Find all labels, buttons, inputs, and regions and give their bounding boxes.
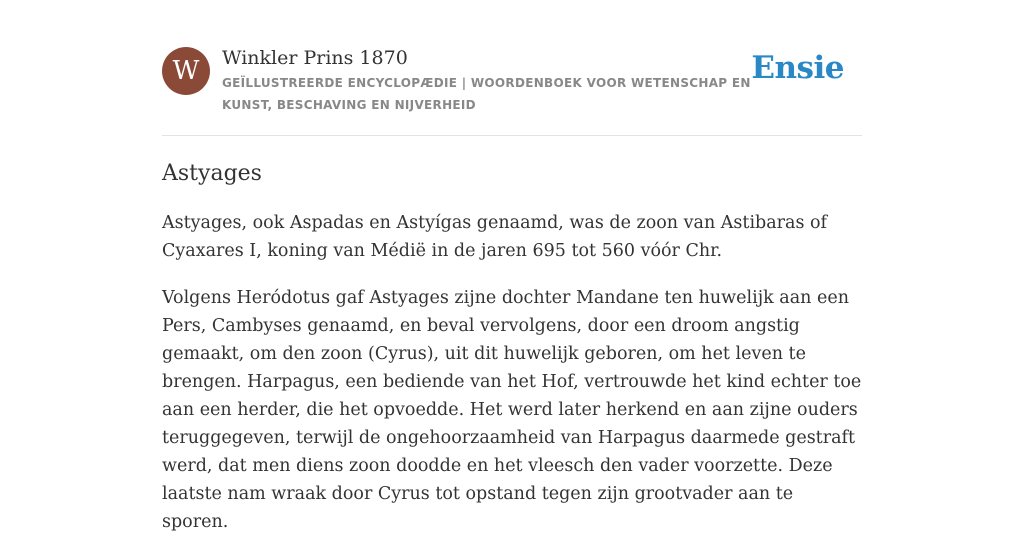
header-divider — [162, 135, 862, 136]
article-title: Astyages — [162, 161, 262, 186]
ensie-logo[interactable]: Ensie — [751, 50, 844, 86]
article — [162, 158, 862, 555]
source-title[interactable]: Winkler Prins 1870 — [222, 47, 408, 69]
source-header — [162, 46, 862, 126]
source-subtitle: GEÏLLUSTREERDE ENCYCLOPÆDIE | WOORDENBOEK VOOR WETENSCHAP EN KUNST, BESCHAVING EN NIJVERHEID — [222, 76, 751, 112]
article-paragraph: Volgens Heródotus gaf Astyages zijne dochter Mandane ten huwelijk aan een Pers, Cambyses genaamd, en beval vervolgens, door een droom angstig gemaakt, om den zoon (Cyrus), uit dit huwelijk geboren, om het leven te brengen. Harpagus, een bediende van het Hof, vertrouwde het kind echter toe aan een herder, die het opvoedde. Het werd later herkend en aan zijne ouders teruggegeven, terwijl de ongehoorzaamheid van Harpagus daarmede gestraft werd, dat men diens zoon doodde en het vleesch den vader voorzette. Deze laatste nam wraak door Cyrus tot opstand tegen zijn grootvader aan te sporen. — [162, 288, 862, 532]
avatar[interactable]: W — [162, 47, 210, 95]
source-info — [222, 46, 762, 116]
article-paragraph: Astyages, ook Aspadas en Astyígas genaamd, was de zoon van Astibaras of Cyaxares I, koning van Médië in de jaren 695 tot 560 vóór Chr. — [162, 213, 828, 261]
